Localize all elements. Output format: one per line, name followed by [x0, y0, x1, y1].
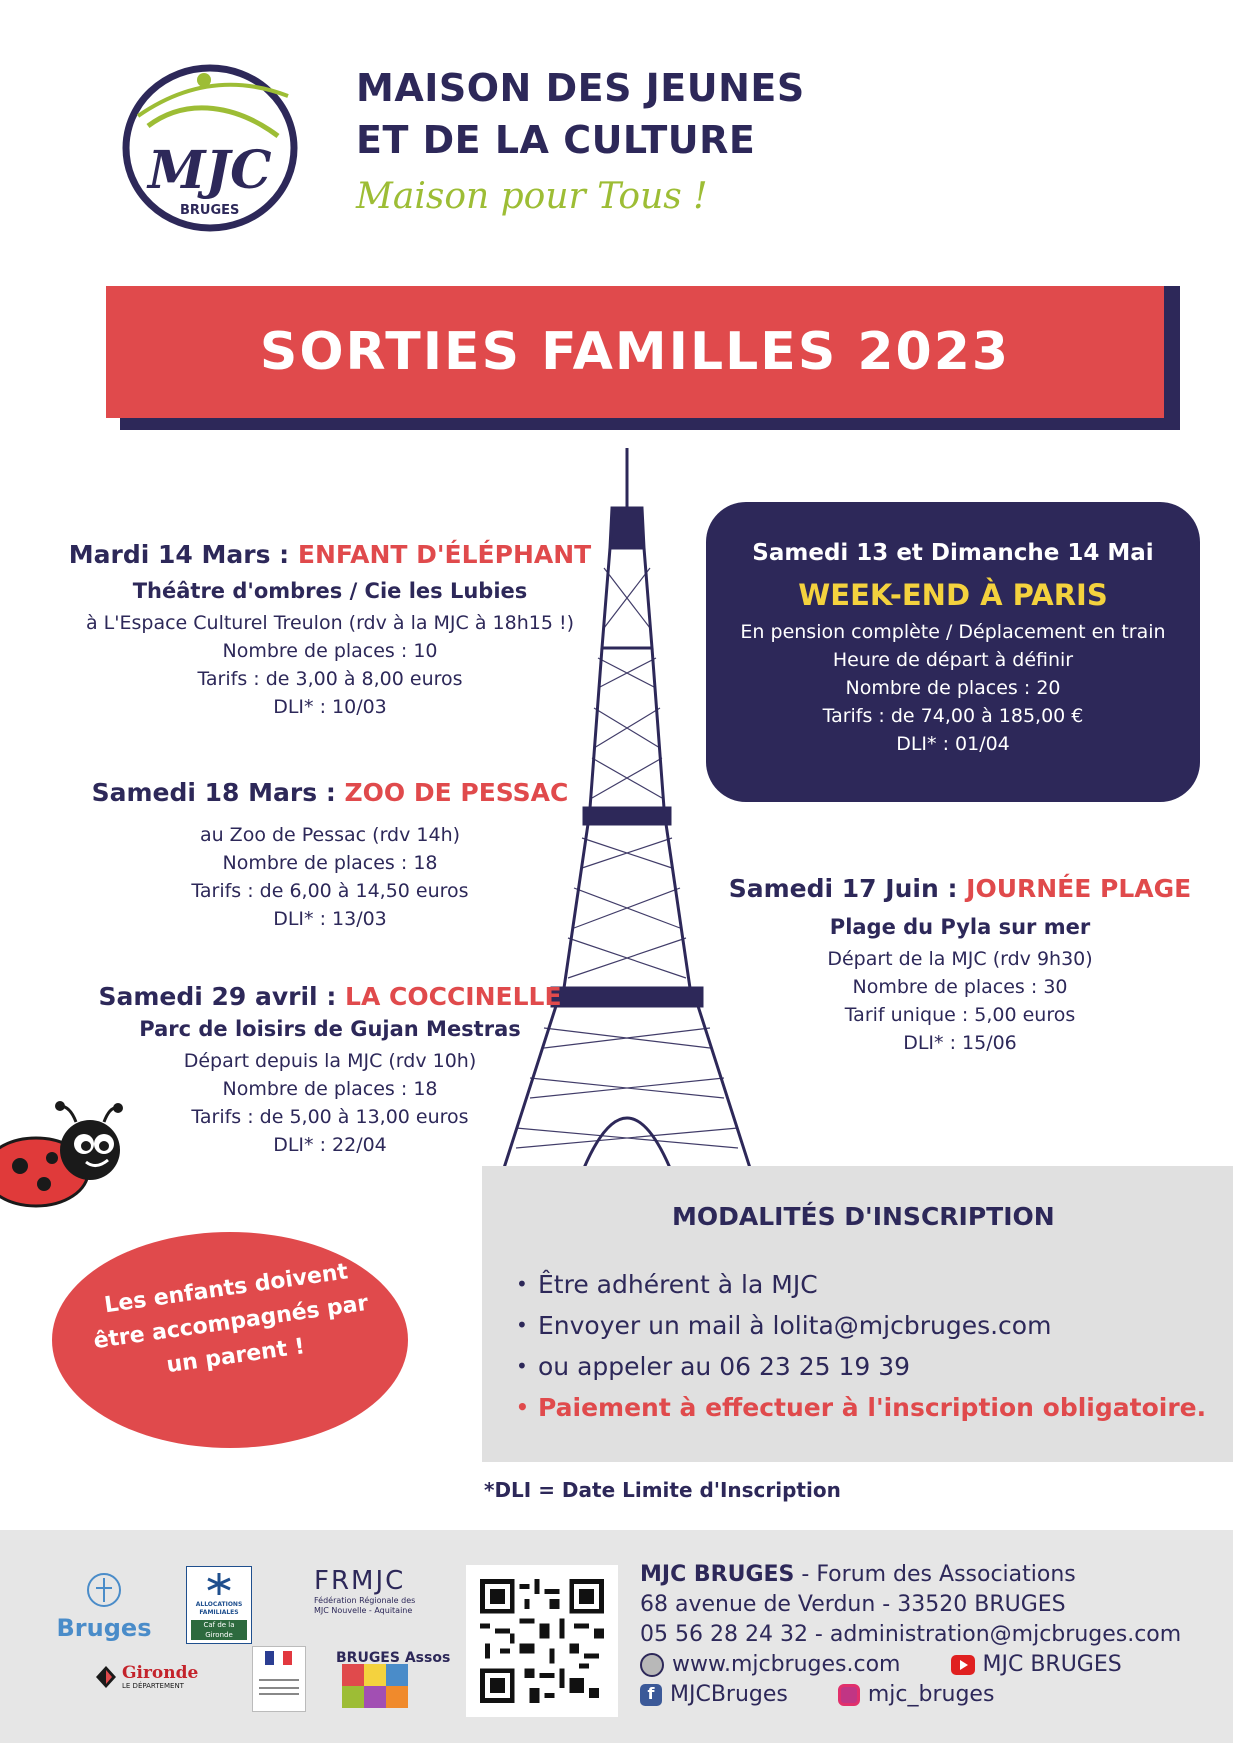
event-dli: DLI* : 15/06 — [903, 1032, 1017, 1054]
french-flag-icon — [253, 1647, 305, 1669]
bruges-label: Bruges — [56, 1614, 152, 1642]
title-banner — [106, 286, 1164, 418]
event-subtitle: Plage du Pyla sur mer — [829, 915, 1091, 939]
event-dli: DLI* : 10/03 — [273, 696, 387, 718]
event-date: Samedi 18 Mars : — [91, 778, 345, 807]
bruges-assos-logo — [332, 1650, 451, 1716]
event-heading — [40, 982, 620, 1011]
event-weekend-paris — [706, 502, 1200, 802]
event-title: ZOO DE PESSAC — [344, 778, 569, 807]
bruges-crest-icon — [84, 1570, 124, 1610]
website-link[interactable]: www.mjcbruges.com — [672, 1652, 901, 1677]
qr-code-icon — [480, 1579, 604, 1703]
event-subtitle: Théâtre d'ombres / Cie les Lubies — [132, 579, 528, 603]
event-dli: DLI* : 01/04 — [896, 733, 1010, 755]
inscription-item: • ou appeler au 06 23 25 19 39 — [516, 1346, 1206, 1387]
page-title: SORTIES FAMILLES 2023 — [259, 322, 1011, 382]
facebook-icon: f — [640, 1684, 662, 1706]
event-date: Samedi 13 et Dimanche 14 Mai — [752, 540, 1154, 566]
youtube-link[interactable]: MJC BRUGES — [982, 1652, 1122, 1677]
event-places: Nombre de places : 18 — [222, 1078, 438, 1100]
event-line: Heure de départ à définir — [832, 649, 1074, 671]
event-places: Nombre de places : 20 — [845, 677, 1061, 699]
event-location: à L'Espace Culturel Treulon (rdv à la MJC à 18h15 !) — [85, 612, 574, 634]
caf-label: ALLOCATIONS FAMILIALES — [195, 1601, 243, 1616]
gironde-sublabel: LE DÉPARTEMENT — [122, 1682, 184, 1690]
gironde-logo — [94, 1664, 204, 1691]
event-enfant-elephant — [40, 540, 620, 721]
event-title: JOURNÉE PLAGE — [966, 874, 1192, 903]
ministry-logo — [252, 1646, 306, 1712]
event-places: Nombre de places : 10 — [222, 640, 438, 662]
contact-address: 68 avenue de Verdun - 33520 BRUGES — [640, 1592, 1066, 1617]
frmjc-sublabel: Fédération Régionale des MJC Nouvelle - Aquitaine — [314, 1596, 416, 1615]
gironde-label: Gironde — [122, 1663, 199, 1683]
instagram-link[interactable]: mjc_bruges — [867, 1682, 995, 1707]
social-row-1 — [640, 1650, 1181, 1680]
event-title: WEEK-END À PARIS — [798, 578, 1108, 612]
youtube-icon — [951, 1655, 975, 1675]
bruges-assos-label: BRUGES Assos — [336, 1650, 451, 1666]
org-name-line1: MAISON DES JEUNES — [356, 66, 805, 110]
event-title: ENFANT D'ÉLÉPHANT — [297, 540, 592, 569]
frmjc-logo — [290, 1566, 430, 1616]
inscription-item: • Envoyer un mail à lolita@mjcbruges.com — [516, 1305, 1206, 1346]
org-name-line2: ET DE LA CULTURE — [356, 118, 756, 162]
contact-org-line — [640, 1560, 1181, 1590]
inscription-title: MODALITÉS D'INSCRIPTION — [672, 1202, 1055, 1231]
event-journee-plage — [710, 874, 1210, 1057]
caf-logo — [186, 1566, 252, 1644]
event-dli: DLI* : 13/03 — [273, 908, 387, 930]
event-title: LA COCCINELLE — [345, 982, 562, 1011]
gironde-mark-icon — [94, 1664, 118, 1690]
event-prices: Tarifs : de 6,00 à 14,50 euros — [191, 880, 469, 902]
caf-sublabel: Caf de la Gironde — [191, 1620, 247, 1640]
mjc-logo — [118, 56, 310, 236]
inscription-list — [516, 1264, 1206, 1428]
event-location: Départ de la MJC (rdv 9h30) — [827, 948, 1093, 970]
event-date: Samedi 29 avril : — [98, 982, 346, 1011]
event-subtitle: Parc de loisirs de Gujan Mestras — [139, 1017, 521, 1041]
qr-code[interactable] — [466, 1565, 618, 1717]
event-date: Mardi 14 Mars : — [68, 540, 298, 569]
tagline: Maison pour Tous ! — [356, 176, 708, 217]
social-row-2 — [640, 1680, 1181, 1710]
event-heading — [710, 874, 1210, 903]
logo-city: BRUGES — [180, 203, 240, 218]
event-heading — [40, 778, 620, 807]
notice-text: Les enfants doivent être accompagnés par un parent ! — [92, 1259, 370, 1379]
event-date: Samedi 17 Juin : — [728, 874, 967, 903]
web-icon — [640, 1653, 664, 1677]
facebook-link[interactable]: MJCBruges — [670, 1682, 788, 1707]
event-prices: Tarif unique : 5,00 euros — [844, 1004, 1076, 1026]
event-prices: Tarifs : de 74,00 à 185,00 € — [822, 705, 1084, 727]
event-prices: Tarifs : de 5,00 à 13,00 euros — [191, 1106, 469, 1128]
contact-org: MJC BRUGES — [640, 1562, 795, 1587]
event-places: Nombre de places : 18 — [222, 852, 438, 874]
event-dli: DLI* : 22/04 — [273, 1134, 387, 1156]
contact-org-rest: - Forum des Associations — [794, 1562, 1076, 1587]
inscription-item: • Être adhérent à la MJC — [516, 1264, 1206, 1305]
event-zoo-pessac — [40, 778, 620, 933]
bruges-city-logo — [54, 1570, 154, 1642]
ladybug-icon — [0, 1100, 128, 1210]
frmjc-label: FRMJC — [314, 1566, 406, 1596]
contact-phone-email[interactable]: 05 56 28 24 32 - administration@mjcbruges.com — [640, 1622, 1182, 1647]
event-location: Départ depuis la MJC (rdv 10h) — [183, 1050, 477, 1072]
event-places: Nombre de places : 30 — [852, 976, 1068, 998]
logo-letters: MJC — [148, 140, 272, 201]
event-heading — [40, 540, 620, 569]
event-location: au Zoo de Pessac (rdv 14h) — [199, 824, 461, 846]
event-prices: Tarifs : de 3,00 à 8,00 euros — [197, 668, 463, 690]
dli-footnote: *DLI = Date Limite d'Inscription — [484, 1478, 841, 1502]
instagram-icon — [838, 1684, 860, 1706]
contact-block — [640, 1560, 1181, 1710]
caf-snowflake-icon — [204, 1571, 234, 1597]
event-line: En pension complète / Déplacement en train — [740, 621, 1166, 643]
inscription-item-payment: • Paiement à effectuer à l'inscription obligatoire. — [516, 1387, 1206, 1428]
